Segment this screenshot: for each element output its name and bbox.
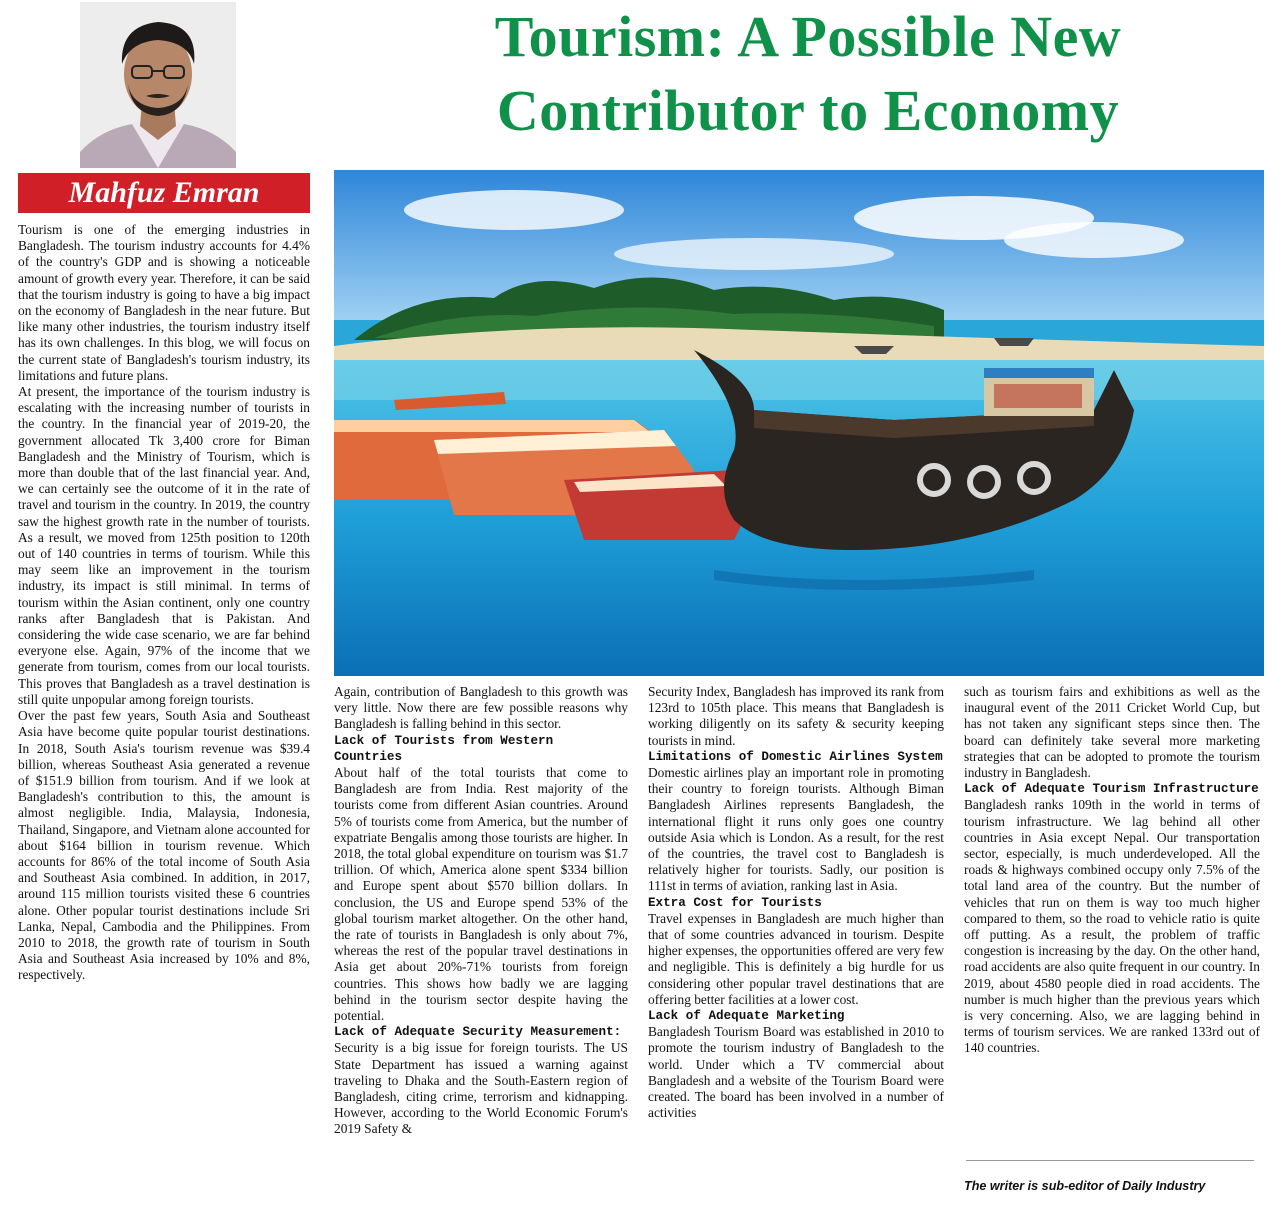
headline xyxy=(340,0,1276,160)
column1-paragraph-1: Tourism is one of the emerging industries in Bangladesh. The tourism industry accounts for 4.4% of the country's GDP and is showing a noticeable amount of growth every year. Therefore, it can be said that the tourism industry is going to have a big impact on the economy of Bangladesh in the near future. But like many other industries, the tourism industry itself has its own challenges. In this blog, we will focus on the current state of Bangladesh's tourism industry, its limitations and future plans. xyxy=(18,222,310,383)
headline-line-2: Contributor to Economy xyxy=(496,78,1120,143)
column4-paragraph-1: Bangladesh ranks 109th in the world in terms of tourism infrastructure. We lag behind all other countries in Asia except Nepal. Our transportation sector, especially, is much underdeveloped. All the roads & highways combined occupy only 7.5% of the total land area of the country. But the number of vehicles that run on them is way too much higher compared to them, so the road to vehicle ratio is quite off putting. As a result, the problem of traffic congestion is increasing by the day. On the other hand, road accidents are also quite frequent in our country. In 2019, about 4580 people died in road accidents. The number is much higher than the previous years which is very concerning. Also, we are lagging behind in terms of tourism services. We are ranked 133rd out of 140 countries. xyxy=(964,797,1260,1056)
subheading-marketing: Lack of Adequate Marketing xyxy=(648,1009,845,1024)
subheading-western-tourists: Lack of Tourists from Western Countries xyxy=(334,733,554,764)
author-portrait xyxy=(80,2,236,168)
author-portrait-icon xyxy=(80,2,236,168)
column4-paragraph-0: such as tourism fairs and exhibitions as well as the inaugural event of the 2011 Cricket World Cup, but has not taken any significant steps since then. The board can definitely take several more marketing strategies that can be adopted to promote the tourism industry in Bangladesh. xyxy=(964,684,1260,781)
column2-paragraph-2: Security is a big issue for foreign tourists. The US State Department has issued a warning against traveling to Dhaka and the South-Eastern region of Bangladesh, citing crime, terrorism and kidnapping. However, according to the World Economic Forum's 2019 Safety & xyxy=(334,1040,628,1137)
column1-paragraph-3: Over the past few years, South Asia and Southeast Asia have become quite popular tourist destinations. In 2018, South Asia's tourism revenue was $39.4 billion, whereas Southeast Asia generated a revenue of $151.9 billion from tourism. And if we look at Bangladesh's contribution to this, the amount is almost negligible. India, Malaysia, Indonesia, Thailand, Singapore, and Vietnam alone accounted for about $164 billion in tourism revenue. Which accounts for 86% of the total income of South Asia and Southeast Asia combined. In addition, in 2017, around 115 million tourists visited these 6 countries alone. Other popular tourist destinations include Sri Lanka, Nepal, Cambodia and the Philippines. From 2010 to 2018, the growth rate of tourism in South Asia and Southeast Asia increased by 10% and 8%, respectively. xyxy=(18,708,310,983)
column2-paragraph-1: About half of the total tourists that come to Bangladesh are from India. Rest majority of the tourists come from different Asian countries. Around 5% of tourists come from America, but the number of expatriate Bengalis among those tourists are higher. In 2018, the total global expenditure on tourism was $1.7 trillion. Of which, America alone spent $334 billion and Europe spent about $570 billion dollars. In conclusion, the US and Europe spend 53% of the global tourism market altogether. On the other hand, the rate of tourists in Bangladesh is only about 7%, whereas the rest of the popular travel destinations in Asia get about 20%-71% tourists from foreign countries. This shows how badly we are lagging behind in the tourism sector despite having the potential. xyxy=(334,765,628,1024)
footnote-divider xyxy=(966,1160,1254,1161)
column1-paragraph-2: At present, the importance of the tourism industry is escalating with the increasing number of tourists in the country. In the financial year of 2019-20, the government allocated Tk 3,400 crore for Biman Bangladesh and the Ministry of Tourism, which is more than double that of the last financial year. And, we can certainly see the outcome of it in the rate of travel and tourism in the country. In 2019, the country saw the highest growth rate in the number of tourists. As a result, we moved from 125th position to 120th out of 140 countries in terms of tourism. While this may seem like an improvement in the tourism industry, its impact is still minimal. In terms of tourism within the Asian continent, only one country ranks after Bangladesh that is Pakistan. And considering the wide case scenario, we are far behind everyone else. Again, 97% of the income that we generate from tourism, comes from our local tourists. This proves that Bangladesh as a travel destination is still quite unpopular among foreign tourists. xyxy=(18,384,310,707)
column3-paragraph-3: Bangladesh Tourism Board was established in 2010 to promote the tourism industry of Bangladesh to the world. Under which a TV commercial about Bangladesh and a website of the Tourism Board were created. The board has been involved in a number of activities xyxy=(648,1024,944,1121)
subheading-security: Lack of Adequate Security Measurement: xyxy=(334,1025,622,1040)
column3-paragraph-1: Domestic airlines play an important role in promoting their country to foreign tourists. Although Biman Bangladesh Airlines represents Bangladesh, the international flight it runs only goes one country outside Asia which is London. As a result, for the rest of the countries, the travel cost to Bangladesh is relatively higher for tourists. Sadly, our position is 111st in terms of aviation, ranking last in Asia. xyxy=(648,765,944,894)
article-column-1 xyxy=(18,222,310,984)
column3-paragraph-0: Security Index, Bangladesh has improved its rank from 123rd to 105th place. This means that Bangladesh is working diligently on its safety & security keeping tourists in mind. xyxy=(648,684,945,748)
column2-intro: Again, contribution of Bangladesh to this growth was very little. Now there are few possible reasons why Bangladesh is falling behind in this sector. xyxy=(334,684,628,732)
article-column-4 xyxy=(964,684,1260,1057)
article-column-2 xyxy=(334,684,628,1138)
article-column-3 xyxy=(648,684,944,1121)
subheading-infrastructure: Lack of Adequate Tourism Infrastructure xyxy=(964,782,1259,797)
subheading-extra-cost: Extra Cost for Tourists xyxy=(648,895,822,910)
writer-footnote: The writer is sub-editor of Daily Industry xyxy=(964,1179,1206,1193)
author-byline: Mahfuz Emran xyxy=(18,173,310,213)
beach-boats-photo-icon xyxy=(334,170,1264,676)
subheading-domestic-airlines: Limitations of Domestic Airlines System xyxy=(648,749,943,764)
column3-paragraph-2: Travel expenses in Bangladesh are much higher than that of some countries advanced in tourism. Despite higher expenses, the opportunities offered are very few and negligible. This is definitely a big hurdle for us considering other popular travel destinations that are offering better facilities at a lower cost. xyxy=(648,910,944,1007)
feature-photo xyxy=(334,170,1264,676)
headline-line-1: Tourism: A Possible New xyxy=(494,4,1122,69)
